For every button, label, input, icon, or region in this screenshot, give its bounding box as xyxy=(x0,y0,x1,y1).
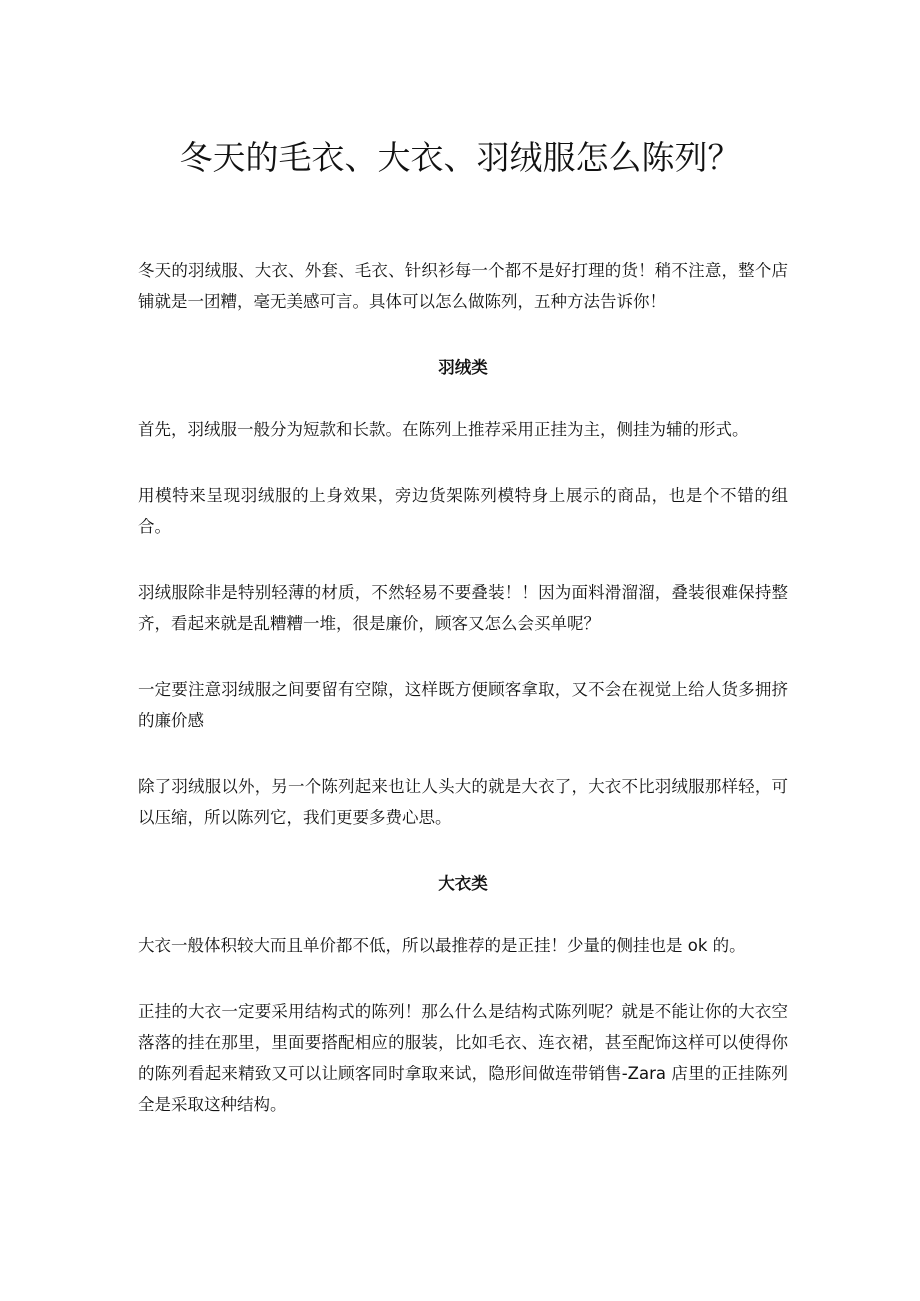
paragraph: 正挂的大衣一定要采用结构式的陈列！那么什么是结构式陈列呢？就是不能让你的大衣空落落的挂在那里，里面要搭配相应的服装，比如毛衣、连衣裙，甚至配饰这样可以使得你的陈列看起来精致又可以让顾客同时拿取来试，隐形间做连带销售-Zara 店里的正挂陈列全是采取这种结构。 xyxy=(138,1002,788,1114)
section-heading-coat: 大衣类 xyxy=(438,874,488,893)
page-title: 冬天的毛衣、大衣、羽绒服怎么陈列？ xyxy=(179,138,741,177)
paragraph: 大衣一般体积较大而且单价都不低，所以最推荐的是正挂！少量的侧挂也是 ok 的。 xyxy=(138,936,746,955)
section-heading-down: 羽绒类 xyxy=(438,358,488,377)
intro-paragraph: 冬天的羽绒服、大衣、外套、毛衣、针织衫每一个都不是好打理的货！稍不注意，整个店铺就是一团糟，毫无美感可言。具体可以怎么做陈列，五种方法告诉你！ xyxy=(138,261,788,311)
paragraph: 除了羽绒服以外，另一个陈列起来也让人头大的就是大衣了，大衣不比羽绒服那样轻，可以压缩，所以陈列它，我们更要多费心思。 xyxy=(138,777,788,827)
article-body xyxy=(138,255,788,1120)
paragraph: 首先，羽绒服一般分为短款和长款。在陈列上推荐采用正挂为主，侧挂为辅的形式。 xyxy=(138,420,749,439)
paragraph: 羽绒服除非是特别轻薄的材质，不然轻易不要叠装！！因为面料滑溜溜，叠装很难保持整齐，看起来就是乱糟糟一堆，很是廉价，顾客又怎么会买单呢？ xyxy=(138,583,788,633)
paragraph: 用模特来呈现羽绒服的上身效果，旁边货架陈列模特身上展示的商品，也是个不错的组合。 xyxy=(138,486,788,536)
paragraph: 一定要注意羽绒服之间要留有空隙，这样既方便顾客拿取，又不会在视觉上给人货多拥挤的廉价感 xyxy=(138,680,788,730)
